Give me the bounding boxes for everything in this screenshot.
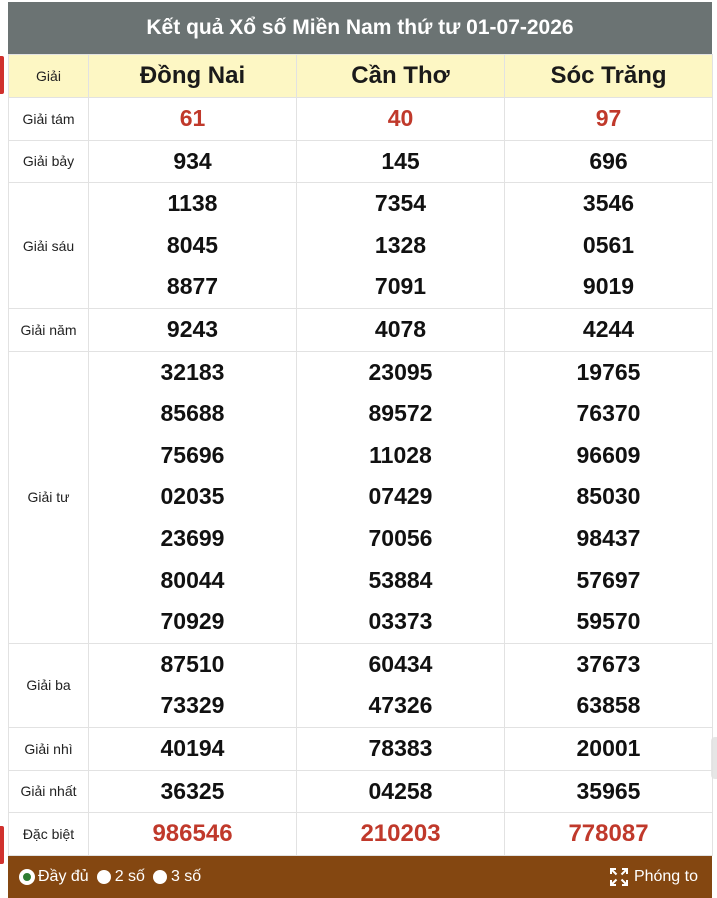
- prize-number: 9019: [582, 273, 635, 300]
- expand-button[interactable]: [610, 868, 698, 886]
- prize-cell: [297, 643, 505, 727]
- radio-checked-icon[interactable]: [20, 870, 34, 884]
- prize-number: 9243: [166, 315, 219, 342]
- prize-number: 78383: [368, 734, 433, 761]
- prize-number: 7091: [374, 273, 427, 300]
- option-label: Đầy đủ: [38, 867, 89, 885]
- prize-number: 59570: [576, 608, 641, 635]
- prize-number: 145: [381, 147, 420, 174]
- prize-number: 23095: [368, 358, 433, 385]
- prize-number: 7354: [374, 190, 427, 217]
- prize-label: Giải bảy: [9, 140, 89, 183]
- prize-number: 75696: [160, 441, 225, 468]
- option-label: 2 số: [114, 867, 145, 885]
- prize-cell: [505, 643, 713, 727]
- prize-cell: [89, 770, 297, 813]
- prize-number: 0561: [582, 231, 635, 258]
- prize-number: 11028: [369, 441, 432, 468]
- prize-number: 40: [387, 105, 414, 131]
- left-accent-bottom: [0, 826, 4, 864]
- prize-number: 02035: [160, 483, 225, 510]
- prize-cell: [297, 813, 505, 856]
- prize-row: [9, 183, 713, 309]
- prize-label: Giải ba: [9, 643, 89, 727]
- option-label: 3 số: [170, 867, 202, 885]
- prize-number: 986546: [152, 820, 233, 848]
- radio-icon[interactable]: [97, 870, 111, 884]
- prize-label: Giải tám: [9, 98, 89, 141]
- prize-number: 70056: [368, 524, 433, 551]
- prize-label: Giải tư: [9, 351, 89, 643]
- prize-cell: [297, 140, 505, 183]
- prize-number: 23699: [160, 524, 225, 551]
- prize-number: 63858: [576, 692, 641, 719]
- prize-row: [9, 140, 713, 183]
- prize-number: 97: [595, 105, 622, 131]
- prize-number: 04258: [368, 777, 433, 804]
- prize-row: [9, 770, 713, 813]
- prize-number: 696: [589, 147, 628, 174]
- prize-number: 76370: [576, 400, 641, 427]
- left-accent-top: [0, 56, 4, 94]
- lottery-results-panel: [8, 2, 712, 898]
- prize-cell: [297, 727, 505, 770]
- prize-row: [9, 813, 713, 856]
- results-table: [8, 54, 713, 856]
- prize-number: 03373: [368, 608, 433, 635]
- prize-number: 210203: [360, 820, 441, 848]
- prize-cell: [505, 770, 713, 813]
- prize-number: 934: [173, 147, 212, 174]
- prize-cell: [297, 98, 505, 141]
- prize-number: 89572: [368, 400, 433, 427]
- table-header-row: [9, 55, 713, 98]
- prize-cell: [297, 351, 505, 643]
- prize-row: [9, 98, 713, 141]
- prize-cell: [505, 308, 713, 351]
- results-title: Kết quả Xổ số Miền Nam thứ tư 01-07-2026: [8, 2, 712, 54]
- prize-number: 8045: [166, 231, 219, 258]
- prize-cell: [297, 308, 505, 351]
- province-header[interactable]: Đồng Nai: [89, 55, 297, 98]
- prize-cell: [89, 183, 297, 309]
- prize-number: 73329: [160, 692, 225, 719]
- prize-cell: [89, 308, 297, 351]
- prize-row: [9, 643, 713, 727]
- prize-number: 32183: [160, 358, 225, 385]
- prize-label: Giải sáu: [9, 183, 89, 309]
- option-2-digits[interactable]: [97, 868, 145, 886]
- prize-number: 61: [179, 105, 206, 131]
- prize-number: 70929: [160, 608, 225, 635]
- prize-label: Giải nhì: [9, 727, 89, 770]
- prize-cell: [89, 727, 297, 770]
- prize-number: 47326: [368, 692, 433, 719]
- prize-number: 37673: [576, 650, 641, 677]
- prize-cell: [89, 351, 297, 643]
- prize-number: 60434: [368, 650, 433, 677]
- option-full[interactable]: [20, 868, 89, 886]
- prize-cell: [89, 98, 297, 141]
- prize-number: 35965: [576, 777, 641, 804]
- prize-label: Giải năm: [9, 308, 89, 351]
- prize-number: 80044: [160, 566, 225, 593]
- prize-number: 1328: [374, 231, 427, 258]
- prize-row: [9, 727, 713, 770]
- prize-number: 85688: [160, 400, 225, 427]
- prize-number: 07429: [368, 483, 433, 510]
- prize-row: [9, 308, 713, 351]
- prize-cell: [505, 140, 713, 183]
- prize-cell: [505, 813, 713, 856]
- header-prize-label: Giải: [9, 55, 89, 98]
- prize-cell: [297, 183, 505, 309]
- prize-number: 40194: [160, 734, 225, 761]
- prize-cell: [505, 351, 713, 643]
- prize-cell: [297, 770, 505, 813]
- prize-cell: [89, 813, 297, 856]
- prize-number: 778087: [568, 820, 649, 848]
- prize-label: Giải nhất: [9, 770, 89, 813]
- prize-number: 53884: [368, 566, 433, 593]
- prize-cell: [505, 98, 713, 141]
- prize-row: [9, 351, 713, 643]
- prize-cell: [89, 643, 297, 727]
- prize-number: 1138: [167, 190, 218, 217]
- prize-number: 98437: [576, 524, 641, 551]
- prize-cell: [505, 183, 713, 309]
- prize-number: 4244: [582, 315, 635, 342]
- expand-label: Phóng to: [633, 867, 698, 885]
- prize-number: 8877: [166, 273, 219, 300]
- prize-number: 36325: [160, 777, 225, 804]
- prize-number: 3546: [582, 190, 635, 217]
- prize-number: 87510: [160, 650, 225, 677]
- province-header[interactable]: Cần Thơ: [297, 55, 505, 98]
- prize-label: Đặc biệt: [9, 813, 89, 856]
- prize-number: 85030: [576, 483, 641, 510]
- prize-number: 19765: [576, 358, 641, 385]
- fullscreen-icon: [610, 868, 628, 886]
- display-options-bar: [8, 856, 712, 898]
- prize-number: 20001: [576, 734, 641, 761]
- prize-cell: [89, 140, 297, 183]
- radio-icon[interactable]: [153, 870, 167, 884]
- prize-number: 96609: [576, 441, 641, 468]
- prize-number: 57697: [576, 566, 641, 593]
- province-header[interactable]: Sóc Trăng: [505, 55, 713, 98]
- option-3-digits[interactable]: [153, 868, 201, 886]
- prize-number: 4078: [374, 315, 427, 342]
- prize-cell: [505, 727, 713, 770]
